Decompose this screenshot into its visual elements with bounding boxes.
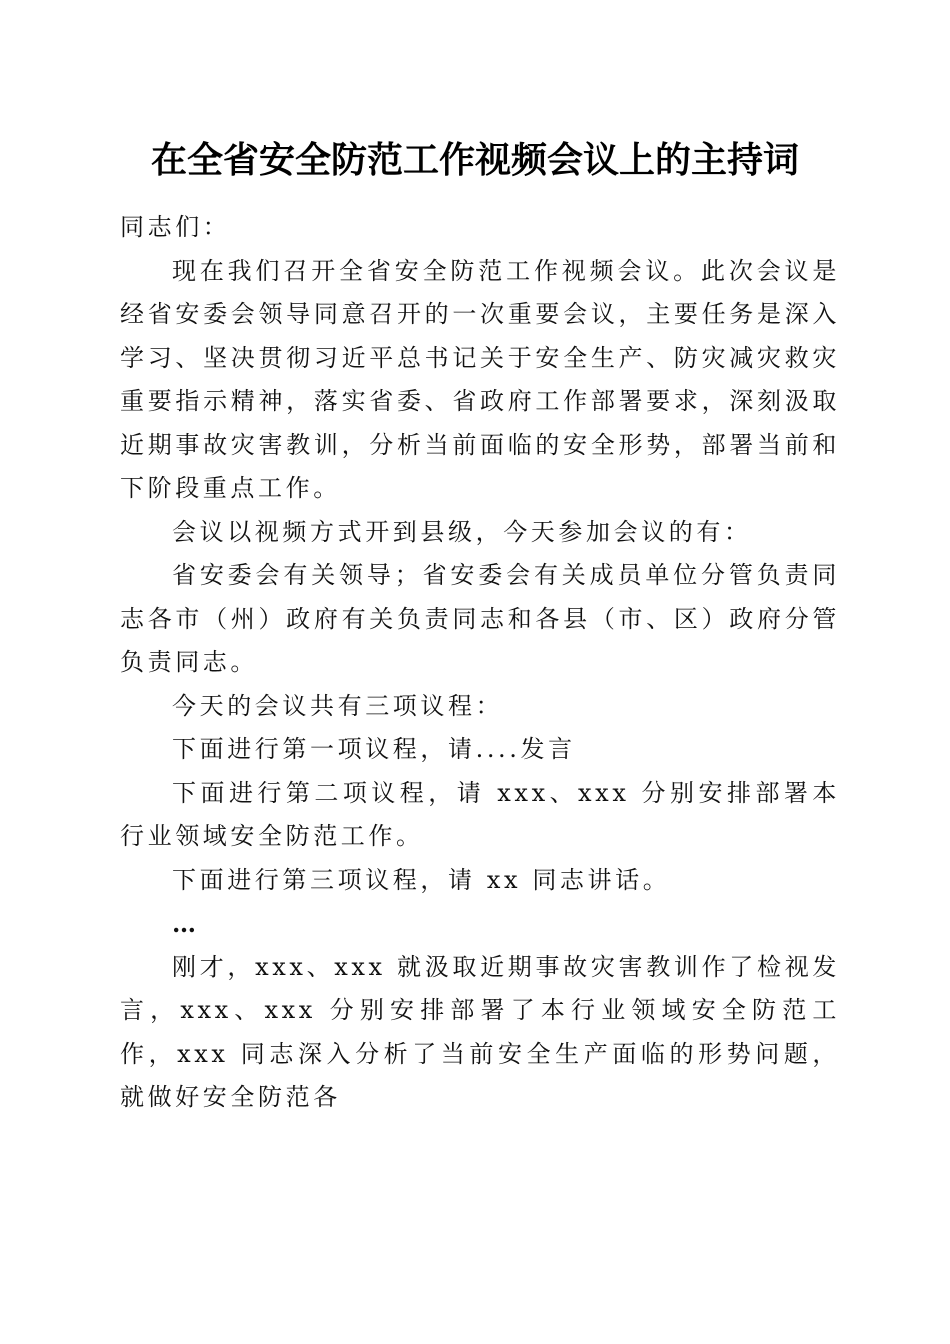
paragraph-attendance-intro: 会议以视频方式开到县级，今天参加会议的有： [172, 517, 752, 546]
paragraph-agenda-item-1: 下面进行第一项议程，请....发言 [172, 735, 576, 763]
salutation: 同志们： [120, 213, 231, 241]
paragraph-ellipsis: … [172, 909, 196, 938]
paragraph-attendees: 省安委会有关领导；省安委会有关成员单位分管负责同志各市（州）政府有关负责同志和各县（市、区）政府分管负责同志。 [120, 561, 840, 676]
paragraph-opening: 现在我们召开全省安全防范工作视频会议。此次会议是经省安委会领导同意召开的一次重要会议，主要任务是深入学习、坚决贯彻习近平总书记关于安全生产、防灾减灾救灾重要指示精神，落实省委、省政府工作部署要求，深刻汲取近期事故灾害教训，分析当前面临的安全形势，部署当前和下阶段重点工作。 [120, 256, 840, 502]
document-title: 在全省安全防范工作视频会议上的主持词 [150, 139, 799, 181]
document-body [120, 206, 840, 1120]
paragraph-summary: 刚才，xxx、xxx 就汲取近期事故灾害教训作了检视发言，xxx、xxx 分别安排部署了本行业领域安全防范工作，xxx 同志深入分析了当前安全生产面临的形势问题，就做好安全防范各 [120, 952, 840, 1111]
paragraph-agenda-intro: 今天的会议共有三项议程： [172, 691, 504, 720]
paragraph-agenda-item-3: 下面进行第三项议程，请 xx 同志讲话。 [172, 865, 671, 894]
paragraph-agenda-item-2: 下面进行第二项议程，请 xxx、xxx 分别安排部署本行业领域安全防范工作。 [120, 778, 840, 850]
